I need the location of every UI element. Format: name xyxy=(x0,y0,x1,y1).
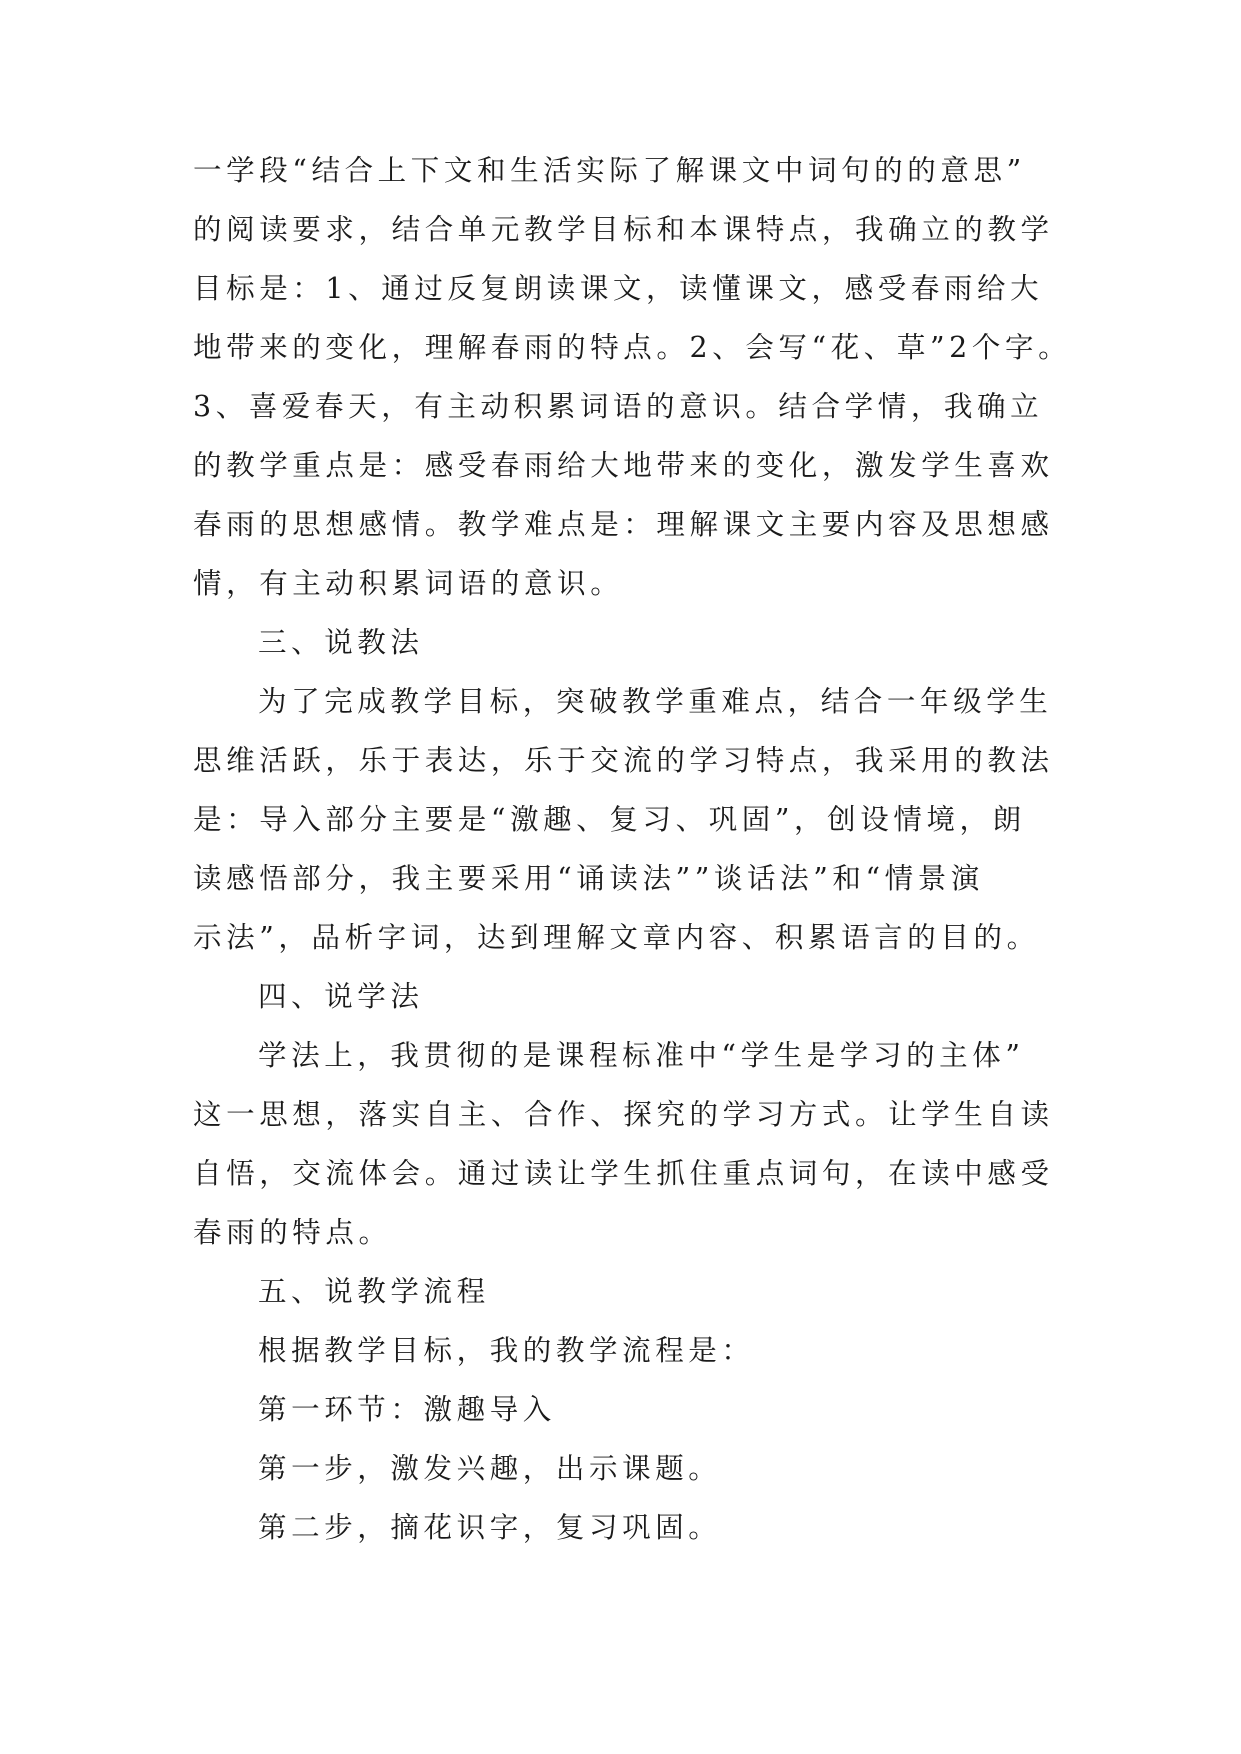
section-heading: 三、说教法 xyxy=(258,626,424,659)
section-heading: 四、说学法 xyxy=(258,980,424,1013)
text-line: 思维活跃，乐于表达，乐于交流的学习特点，我采用的教法 xyxy=(193,744,1054,777)
text-line: 学法上，我贯彻的是课程标准中“学生是学习的主体” xyxy=(258,1039,1025,1072)
text-line: 第一环节：激趣导入 xyxy=(258,1393,556,1426)
text-line: 示法”，品析字词，达到理解文章内容、积累语言的目的。 xyxy=(193,921,1040,954)
text-line: 春雨的特点。 xyxy=(193,1216,392,1249)
text-line: 这一思想，落实自主、合作、探究的学习方式。让学生自读 xyxy=(193,1098,1054,1131)
text-line: 春雨的思想感情。教学难点是：理解课文主要内容及思想感 xyxy=(193,508,1054,541)
text-line: 情，有主动积累词语的意识。 xyxy=(193,567,624,600)
text-line: 为了完成教学目标，突破教学重难点，结合一年级学生 xyxy=(258,685,1053,718)
section-heading: 五、说教学流程 xyxy=(258,1275,490,1308)
text-line: 的教学重点是：感受春雨给大地带来的变化，激发学生喜欢 xyxy=(193,449,1054,482)
text-line: 第一步，激发兴趣，出示课题。 xyxy=(258,1452,722,1485)
text-line: 是：导入部分主要是“激趣、复习、巩固”，创设情境，朗 xyxy=(193,803,1026,836)
text-line: 一学段“结合上下文和生活实际了解课文中词句的的意思” xyxy=(193,154,1026,187)
document-page xyxy=(193,0,1072,1754)
text-line: 目标是：1、通过反复朗读课文，读懂课文，感受春雨给大 xyxy=(193,272,1044,305)
text-line: 第二步，摘花识字，复习巩固。 xyxy=(258,1511,722,1544)
text-line: 读感悟部分，我主要采用“诵读法””谈话法”和“情景演 xyxy=(193,862,984,895)
text-line: 的阅读要求，结合单元教学目标和本课特点，我确立的教学 xyxy=(193,213,1054,246)
text-line: 根据教学目标，我的教学流程是： xyxy=(258,1334,755,1367)
text-line: 自悟，交流体会。通过读让学生抓住重点词句，在读中感受 xyxy=(193,1157,1054,1190)
text-line: 3、喜爱春天，有主动积累词语的意识。结合学情，我确立 xyxy=(193,390,1044,423)
text-line: 地带来的变化，理解春雨的特点。2、会写“花、草”2个字。 xyxy=(193,331,1072,364)
